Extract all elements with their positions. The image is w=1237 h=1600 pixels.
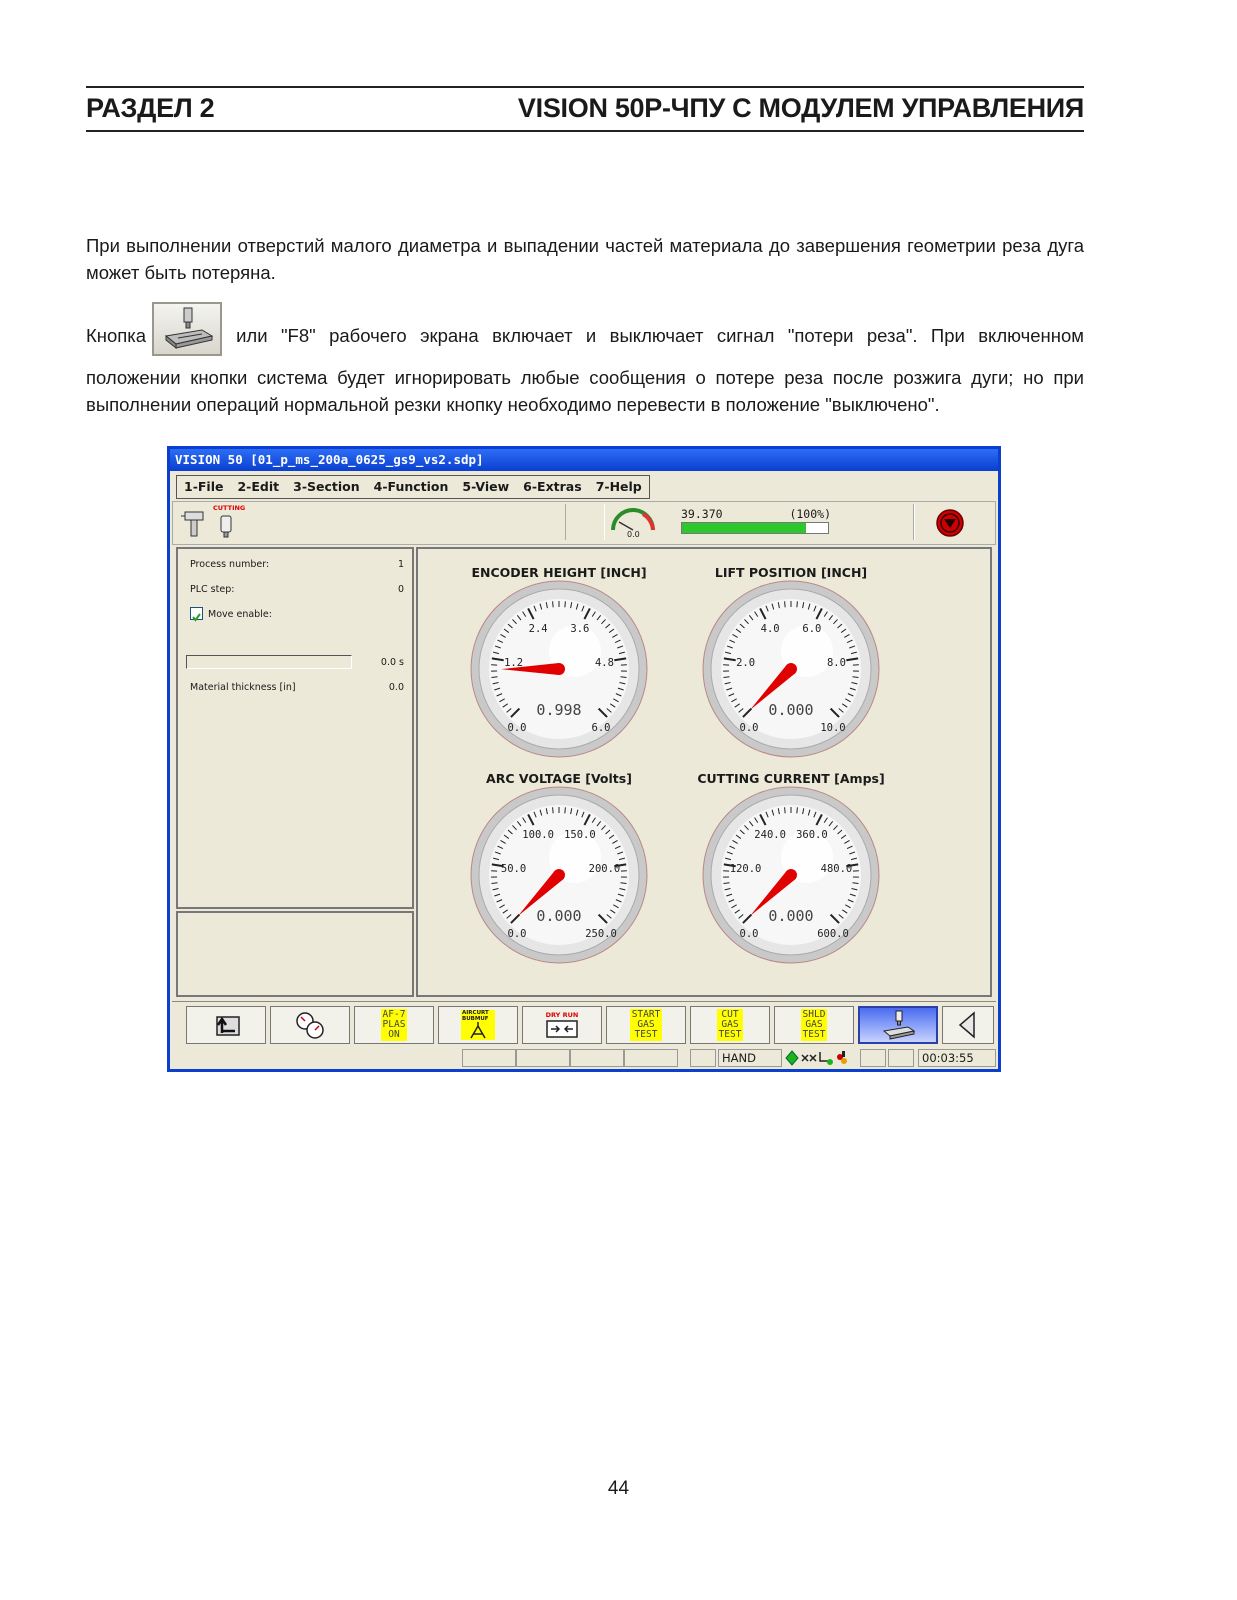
gauge-tick-label: 4.0 [760,623,780,636]
plc-step-value: 0 [397,584,404,595]
paragraph-2 [86,310,1084,418]
timer-value: 0.0 s [380,657,404,668]
gauge-tick [785,807,786,813]
status-cell-6 [860,1049,886,1067]
gauge-tick-label: 0.0 [739,722,759,734]
vision-window [167,446,1001,1072]
gauge-title-lift-position: LIFT POSITION [INCH] [714,565,868,580]
window-titlebar: VISION 50 [01_p_ms_200a_0625_gs9_vs2.sdp] [170,449,998,471]
aircurt-bubmuf-button[interactable] [438,1006,518,1044]
progress-percent: (100%) [789,507,831,521]
page-header [86,86,1084,132]
program-progress [679,508,831,538]
aircurt-icon [461,1010,495,1040]
gauge-panel [416,547,992,997]
gauge-hub [785,869,797,881]
start-gas-test-button[interactable] [606,1006,686,1044]
menu-function[interactable]: 4-Function [373,479,449,494]
move-enable-checkbox[interactable] [190,607,203,620]
menu-file[interactable]: 1-File [184,479,224,494]
return-arrow-icon [209,1011,243,1039]
status-bar [172,1047,996,1067]
dry-run-label: DRY RUN [545,1011,579,1019]
process-number-value: 1 [397,559,404,570]
menu-view[interactable]: 5-View [462,479,510,494]
dry-run-button[interactable] [522,1006,602,1044]
gauge-value: 0.998 [536,701,582,719]
gauge-tick [565,601,566,607]
shld-gas-test-button[interactable] [774,1006,854,1044]
toolbar [172,501,996,545]
af-plas-label: AF-7 PLAS ON [382,1009,406,1040]
gauge-tick-label: 120.0 [729,862,762,875]
cut-loss-button[interactable] [858,1006,938,1044]
gauge-title-cutting-current: CUTTING CURRENT [Amps] [697,771,885,786]
gauge-title-arc-voltage: ARC VOLTAGE [Volts] [486,771,632,786]
gauge-tick-label: 150.0 [564,829,596,842]
gauge-value: 0.000 [768,701,814,719]
status-cell-4 [624,1049,678,1067]
gauge-tick [797,601,798,607]
gauge-tick-label: 4.8 [594,656,614,669]
start-gas-test-label: START GAS TEST [631,1009,661,1040]
cutting-label: CUTTING [213,504,246,512]
material-thickness-label: Material thickness [in] [190,682,296,693]
page-title: VISION 50P-ЧПУ С МОДУЛЕМ УПРАВЛЕНИЯ [517,93,1084,123]
gauge-tick-label: 360.0 [796,829,828,842]
gauge-value: 0.000 [536,907,582,925]
gauge-tick-label: 3.6 [570,623,590,636]
gauge-tick-label: 10.0 [820,722,846,734]
gauge-tick [797,807,798,813]
gauge-tick-label: 600.0 [817,928,849,940]
gauge-hub [785,663,797,675]
toolbar-divider [913,504,915,540]
gauge-tick-label: 480.0 [820,862,853,875]
shld-gas-test-label: SHLD GAS TEST [802,1009,826,1040]
gauge-tick [565,807,566,813]
speed-gauge [607,504,659,540]
gauge-tick [785,601,786,607]
toolbar-spacer [565,504,605,540]
speed-value: 0.0 [627,530,640,539]
torch-status-icon [179,504,246,540]
gauge-tick-label: 100.0 [522,829,554,842]
function-key-bar [172,1001,996,1046]
menu-bar [176,475,650,499]
dry-run-icon [545,1019,579,1039]
triangle-left-icon [956,1010,980,1040]
progress-value: 39.370 [681,507,723,521]
cut-loss-button-illustration [152,302,222,356]
process-number-label: Process number: [190,559,270,570]
back-button[interactable] [186,1006,266,1044]
mode-indicator: HAND [718,1049,782,1067]
gauge-value: 0.000 [768,907,814,925]
gauge-tick-label: 0.0 [507,722,527,734]
status-cell-1 [462,1049,516,1067]
material-thickness-value: 0.0 [388,682,404,693]
gauges-drawing [418,549,990,995]
progress-fill [682,523,806,533]
aircurt-label: AIRCURT BUBMUF [462,1010,489,1022]
gauge-tick-label: 0.0 [739,928,759,940]
paragraph-2-rest: или "F8" рабочего экрана включает и выключает сигнал "потери реза". При включенном положении кнопки система будет игнорировать любые сообщения о потере реза после розжига дуги; но при выполнении операций нормальной резки кнопку необходимо перевести в положение "выключено". [86,324,1084,415]
gauge-tick-label: 250.0 [585,928,617,940]
elapsed-clock: 00:03:55 [918,1049,996,1067]
gauge-tick-label: 50.0 [500,862,527,875]
process-info-panel-lower [176,911,414,997]
gauge-tick-label: 1.2 [504,656,524,669]
menu-extras[interactable]: 6-Extras [523,479,582,494]
gauges-button[interactable] [270,1006,350,1044]
plc-step-label: PLC step: [190,584,235,595]
menu-edit[interactable]: 2-Edit [237,479,280,494]
progress-track [681,522,829,534]
torch-plate-icon [878,1009,918,1041]
gauge-hub [553,869,565,881]
paragraph-2-start: Кнопка [86,324,147,346]
gauge-tick-label: 8.0 [826,656,846,669]
timer-bar [186,655,352,669]
gauges-icon [293,1010,327,1040]
page-number: 44 [607,1478,630,1499]
gauge-tick [553,601,554,607]
section-label: РАЗДЕЛ 2 [86,93,215,123]
gauge-tick-label: 6.0 [591,722,611,734]
menu-help[interactable]: 7-Help [595,479,642,494]
move-enable-label: Move enable: [208,609,272,620]
gauge-tick-label: 0.0 [507,928,527,940]
emergency-stop-icon[interactable] [935,508,965,538]
prev-page-button[interactable] [942,1006,994,1044]
gauge-hub [553,663,565,675]
gauge-tick-label: 240.0 [754,829,786,842]
cut-gas-test-label: CUT GAS TEST [718,1009,742,1040]
gauge-tick-label: 2.4 [528,623,548,636]
process-info-panel [176,547,414,909]
paragraph-1: При выполнении отверстий малого диаметра и выпадении частей материала до завершения геометрии реза дуга может быть потеряна. [86,235,1084,283]
af-plas-button[interactable] [354,1006,434,1044]
menu-section[interactable]: 3-Section [293,479,360,494]
gauge-tick [553,807,554,813]
status-cell-7 [888,1049,914,1067]
cut-gas-test-button[interactable] [690,1006,770,1044]
status-cell-5 [690,1049,716,1067]
gauge-title-encoder-height: ENCODER HEIGHT [INCH] [471,565,647,580]
gauge-tick-label: 2.0 [736,656,756,669]
status-cell-2 [516,1049,570,1067]
gauge-tick-label: 6.0 [802,623,822,636]
gauge-tick-label: 200.0 [588,862,621,875]
machine-status-icons [784,1049,856,1067]
status-cell-3 [570,1049,624,1067]
